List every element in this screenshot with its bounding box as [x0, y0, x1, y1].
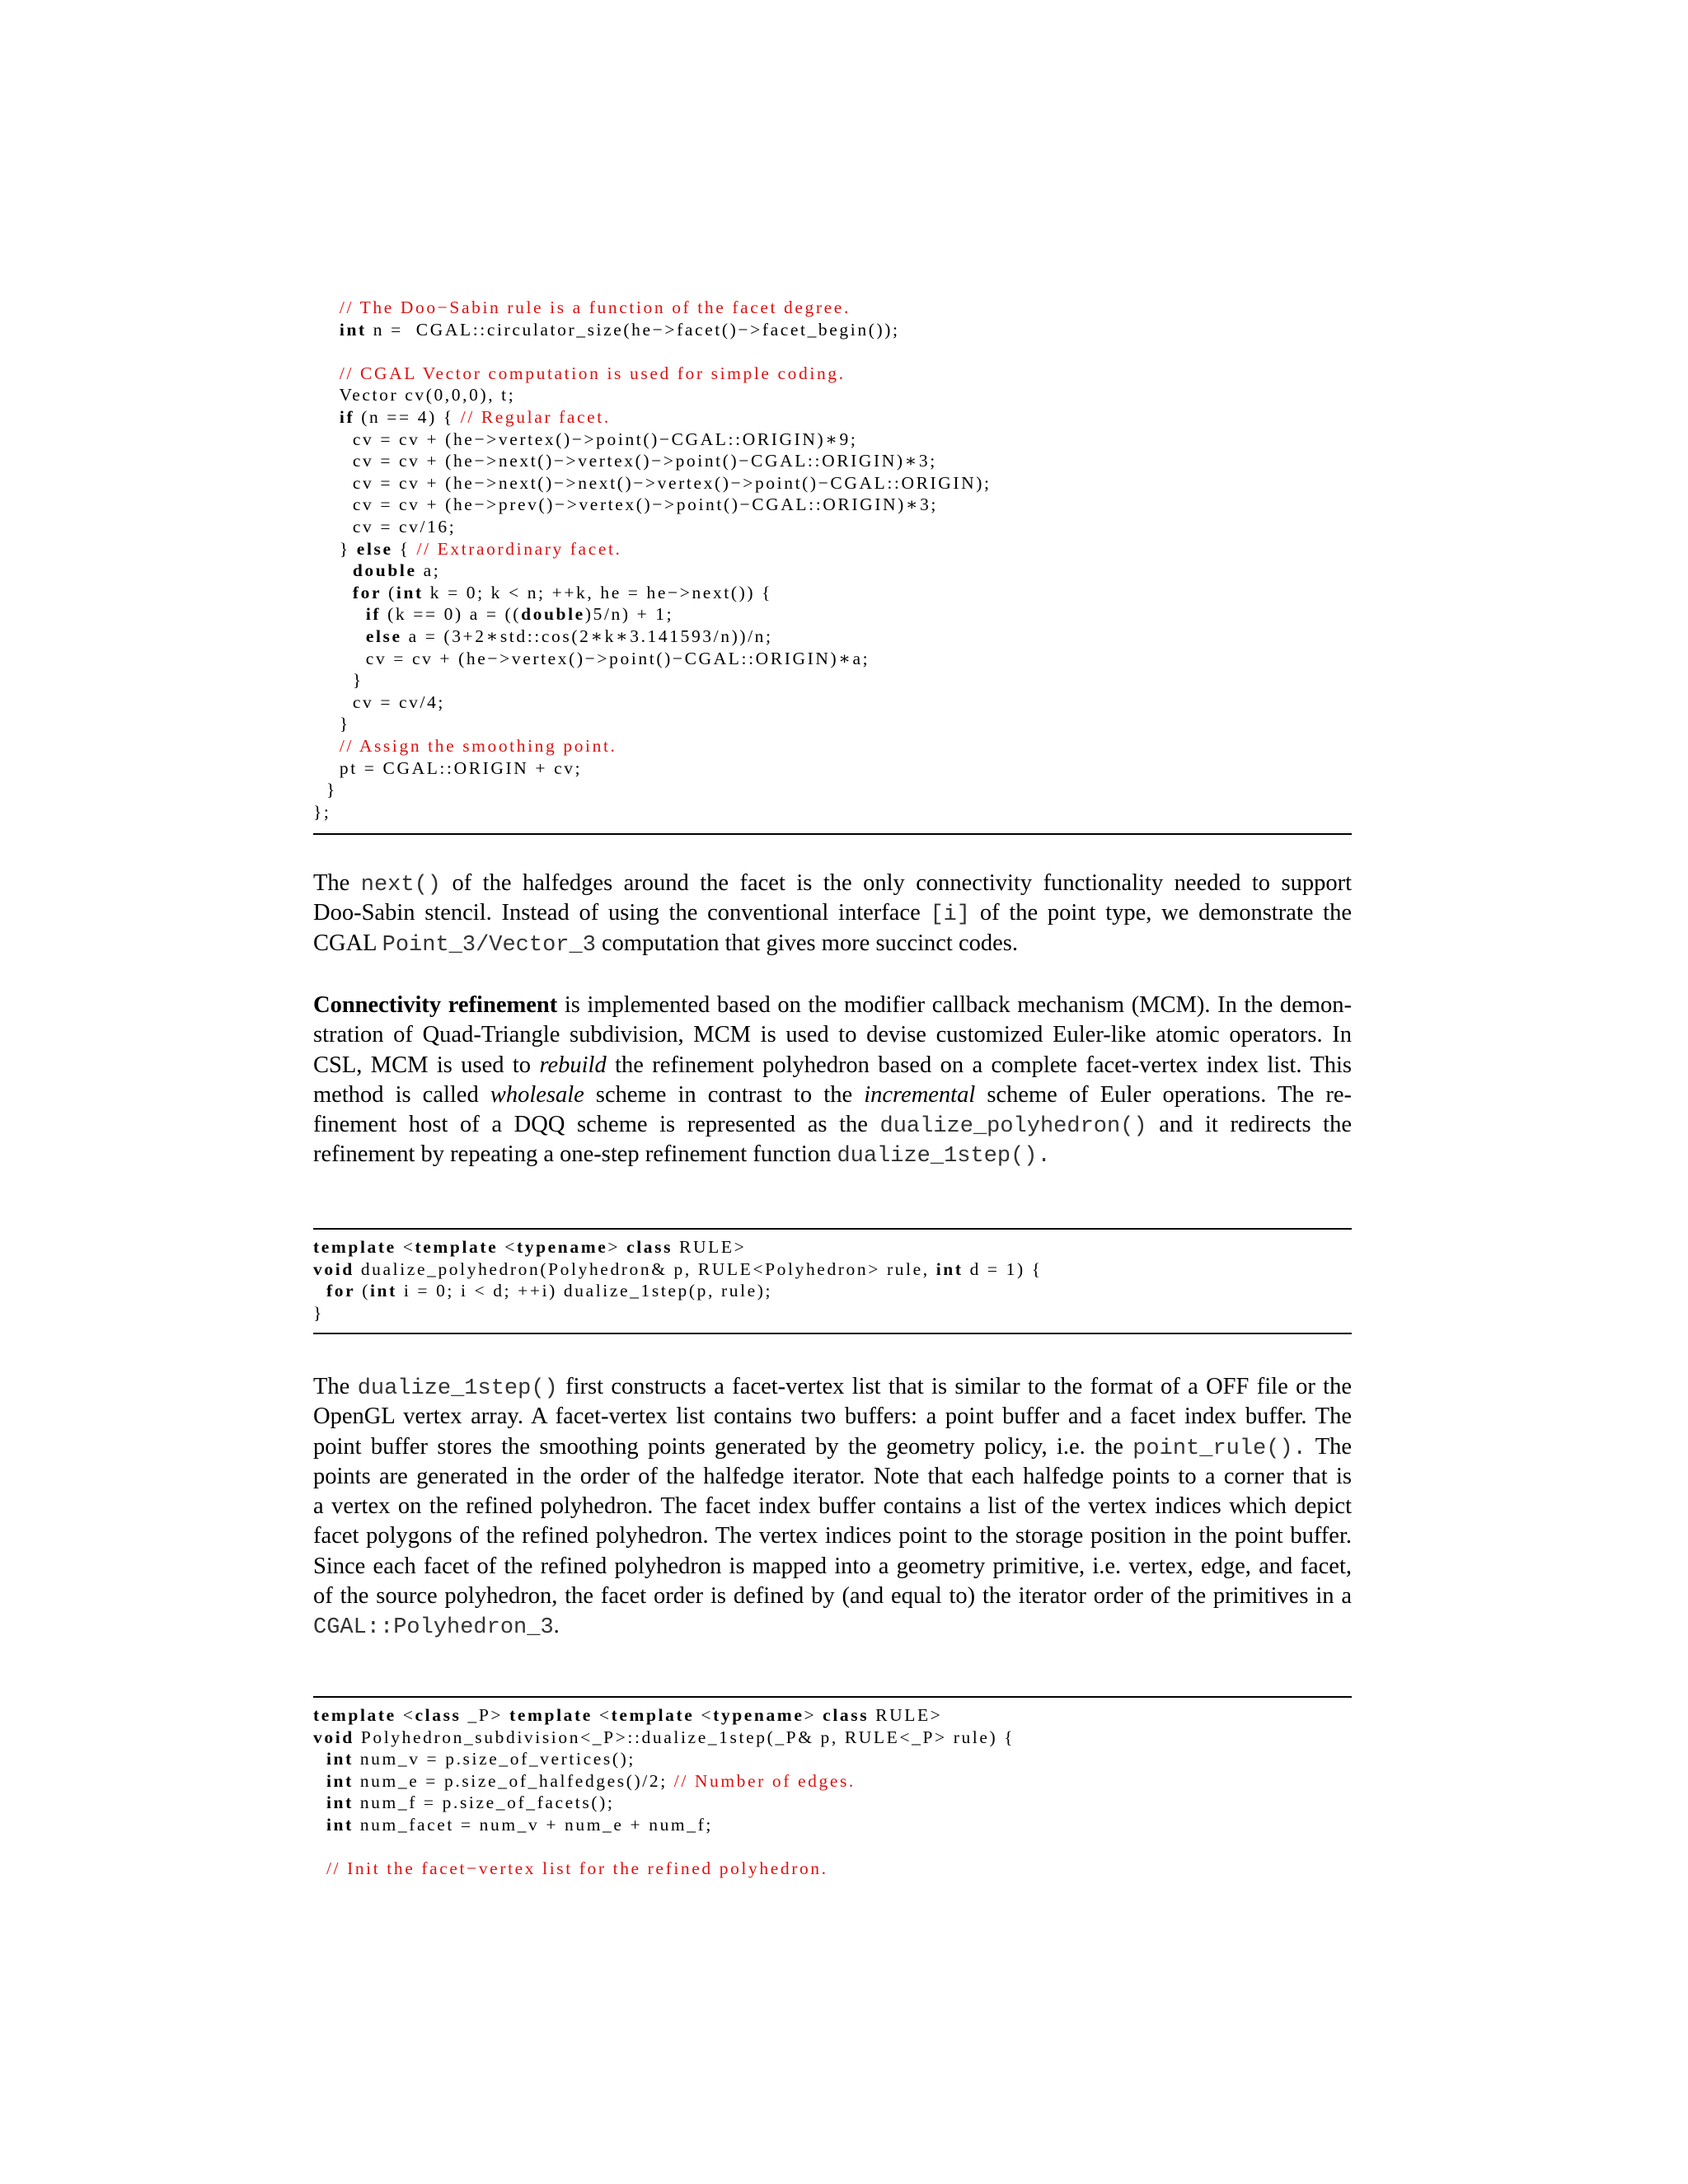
code-block-top-rule: [313, 1696, 1352, 1698]
code-line: [313, 603, 673, 625]
paragraph-connectivity-refinement: [313, 991, 1352, 1170]
text-run: num_facet = num_v + num_e + num_f;: [353, 1815, 713, 1835]
code-keyword: if: [365, 604, 382, 625]
text-run: }: [313, 780, 337, 800]
text-run: a = (3+2∗std::cos(2∗k∗3.141593/n))/n;: [401, 626, 773, 646]
code-keyword: class: [823, 1705, 870, 1725]
code-keyword: template: [509, 1705, 593, 1725]
text-run: >: [607, 1237, 627, 1257]
text-run: <: [694, 1705, 714, 1725]
text-run: cv = cv + (he−>vertex()−>point()−CGAL::ORIGIN)∗a;: [313, 648, 870, 668]
text-line: [313, 869, 1352, 898]
inline-code: CGAL::Polyhedron_3: [313, 1615, 554, 1641]
code-line: [313, 1258, 1043, 1280]
text-line: [313, 991, 1352, 1020]
text-run: <: [498, 1237, 517, 1257]
code-keyword: template: [313, 1237, 396, 1257]
code-line: [313, 1748, 635, 1769]
code-line: [313, 691, 445, 713]
text-run: Doo-Sabin stencil. Instead of using the conventional interface: [313, 900, 931, 926]
code-line: [313, 450, 937, 471]
code-keyword: int: [326, 1793, 354, 1813]
code-keyword: void: [313, 1727, 354, 1747]
code-line: [313, 1858, 828, 1879]
code-line: [313, 538, 622, 560]
text-run: [313, 1815, 326, 1835]
text-run: rebuild: [539, 1052, 607, 1078]
text-run: of the halfedges around the facet is the only connectivity functionality needed to support: [441, 870, 1352, 896]
text-run: [313, 1749, 326, 1769]
code-line: [313, 406, 611, 428]
paragraph-dualize-1step: [313, 1372, 1352, 1642]
code-line: [313, 429, 857, 450]
text-line: [313, 898, 1352, 928]
text-line: [313, 1582, 1352, 1611]
text-run: [313, 1793, 326, 1812]
text-run: [313, 626, 366, 646]
text-run: computation that gives more succinct codes.: [595, 930, 1018, 956]
text-run: num_f = p.size_of_facets();: [353, 1793, 615, 1813]
text-run: The: [1306, 1433, 1353, 1460]
text-line: [313, 1402, 1352, 1432]
text-run: num_v = p.size_of_vertices();: [353, 1749, 635, 1769]
code-keyword: double: [521, 604, 585, 625]
code-keyword: void: [313, 1258, 354, 1279]
code-block-bottom-rule: [313, 833, 1352, 835]
text-run: Since each facet of the refined polyhedron is mapped into a geometry primitive, i.e. vertex, edge, and facet,: [313, 1553, 1352, 1579]
code-comment: // Number of edges.: [673, 1770, 856, 1791]
code-keyword: class: [415, 1705, 462, 1725]
text-run: wholesale: [490, 1081, 584, 1108]
text-line: [313, 1462, 1352, 1492]
code-keyword: int: [369, 1281, 397, 1301]
text-run: The: [313, 1374, 358, 1399]
text-run: (k == 0) a = ((: [381, 604, 522, 625]
text-run: _P>: [461, 1705, 510, 1725]
inline-code: dualize_polyhedron(): [879, 1114, 1147, 1140]
text-line: [313, 1110, 1352, 1140]
code-keyword: else: [356, 538, 393, 559]
code-line: [313, 1727, 1015, 1748]
code-keyword: int: [326, 1770, 354, 1791]
code-keyword: int: [326, 1749, 354, 1769]
text-run: dualize_polyhedron(Polyhedron& p, RULE<Polyhedron> rule,: [354, 1258, 936, 1279]
text-run: [313, 736, 340, 756]
text-run: The: [313, 870, 361, 896]
paragraph-next-connectivity: [313, 869, 1352, 958]
code-keyword: for: [326, 1281, 356, 1301]
inline-code: point_rule().: [1132, 1436, 1306, 1461]
text-run: of the source polyhedron, the facet order is defined by (and equal to) the iterator order of the primitives in a: [313, 1583, 1352, 1610]
text-run: n = CGAL::circulator_size(he−>facet()−>facet_begin());: [366, 319, 900, 340]
code-line: [313, 1280, 772, 1301]
code-line: [313, 1704, 942, 1726]
text-run: cv = cv + (he−>prev()−>vertex()−>point()−CGAL::ORIGIN)∗3;: [313, 494, 938, 515]
text-run: [313, 1858, 326, 1878]
code-line: [313, 626, 773, 647]
code-keyword: if: [339, 407, 355, 427]
code-keyword: int: [326, 1815, 354, 1835]
code-line: [313, 713, 350, 734]
code-line: [313, 319, 900, 340]
code-line: [313, 363, 846, 384]
text-line: [313, 1492, 1352, 1521]
inline-code: dualize_1step().: [837, 1144, 1051, 1169]
code-line: [313, 779, 337, 800]
text-run: }: [313, 714, 350, 734]
text-run: scheme of Euler operations. The re-: [975, 1081, 1352, 1108]
text-run: Connectivity refinement: [313, 992, 558, 1018]
code-line: [313, 1236, 746, 1258]
text-run: refinement by repeating a one-step refinement function: [313, 1141, 837, 1168]
inline-code: next(): [360, 873, 441, 898]
text-run: [313, 560, 353, 580]
text-run: [313, 407, 340, 427]
text-run: [313, 1771, 326, 1791]
text-run: )5/n) + 1;: [584, 604, 674, 625]
text-run: }: [313, 538, 357, 559]
text-line: [313, 929, 1352, 958]
code-comment: // Assign the smoothing point.: [339, 736, 617, 756]
text-run: a vertex on the refined polyhedron. The facet index buffer contains a list of the vertex indices which depict: [313, 1493, 1352, 1520]
text-run: RULE>: [673, 1237, 747, 1257]
code-comment: // The Doo−Sabin rule is a function of the facet degree.: [339, 298, 851, 317]
text-run: OpenGL vertex array. A facet-vertex list contains two buffers: a point buffer and a facet index buffer. The: [313, 1404, 1352, 1430]
code-block-top-rule: [313, 1228, 1352, 1230]
text-run: CSL, MCM is used to: [313, 1052, 540, 1078]
code-line: [313, 648, 870, 669]
text-run: stration of Quad-Triangle subdivision, MCM is used to devise customized Euler-like atomic operators. In: [313, 1022, 1352, 1048]
text-run: .: [553, 1613, 560, 1639]
text-run: i = 0; i < d; ++i) dualize_1step(p, rule);: [396, 1281, 773, 1301]
text-run: [313, 320, 340, 340]
text-line: [313, 1080, 1352, 1110]
code-comment: // CGAL Vector computation is used for simple coding.: [339, 363, 846, 383]
code-comment: // Init the facet−vertex list for the refined polyhedron.: [326, 1858, 828, 1879]
text-run: scheme in contrast to the: [584, 1081, 865, 1108]
text-run: }: [313, 1302, 324, 1323]
text-line: [313, 1552, 1352, 1582]
text-run: {: [392, 538, 417, 559]
text-run: (: [382, 582, 396, 602]
code-keyword: int: [396, 582, 424, 602]
inline-code: [i]: [930, 902, 971, 928]
text-run: and it redirects the: [1146, 1112, 1352, 1138]
text-run: (: [355, 1281, 370, 1301]
code-line: [313, 669, 363, 691]
text-run: }: [313, 670, 363, 691]
text-run: <: [396, 1237, 415, 1257]
code-keyword: double: [352, 560, 417, 581]
code-line: [313, 494, 938, 515]
code-comment: // Extraordinary facet.: [416, 538, 622, 559]
text-run: cv = cv + (he−>next()−>vertex()−>point()−CGAL::ORIGIN)∗3;: [313, 451, 937, 471]
code-keyword: else: [365, 626, 402, 646]
text-run: cv = cv/16;: [313, 517, 457, 537]
text-line: [313, 1372, 1352, 1402]
code-comment: // Regular facet.: [460, 407, 611, 427]
text-run: num_e = p.size_of_halfedges()/2;: [353, 1770, 674, 1791]
text-run: points are generated in the order of the halfedge iterator. Note that each halfedge points to a corner that is: [313, 1463, 1352, 1489]
text-run: the refinement polyhedron based on a complete facet-vertex index list. This: [606, 1052, 1352, 1078]
text-run: Polyhedron_subdivision<_P>::dualize_1step(_P& p, RULE<_P> rule) {: [354, 1727, 1015, 1747]
code-line: [313, 582, 772, 603]
code-line: [313, 384, 515, 405]
code-keyword: typename: [517, 1237, 608, 1257]
code-keyword: template: [415, 1237, 499, 1257]
code-line: [313, 516, 456, 537]
code-keyword: typename: [713, 1705, 804, 1725]
code-block-bottom-rule: [313, 1333, 1352, 1334]
text-run: [313, 298, 340, 317]
text-run: <: [396, 1705, 415, 1725]
text-run: [313, 363, 340, 383]
text-line: [313, 1432, 1352, 1462]
code-keyword: for: [352, 582, 382, 602]
code-line: [313, 1792, 614, 1813]
text-run: point buffer stores the smoothing points generated by the geometry policy, i.e. the: [313, 1433, 1133, 1460]
text-run: cv = cv + (he−>vertex()−>point()−CGAL::ORIGIN)∗9;: [313, 429, 858, 449]
text-line: [313, 1521, 1352, 1551]
text-run: RULE>: [869, 1705, 943, 1725]
text-run: CGAL: [313, 930, 382, 956]
code-keyword: template: [611, 1705, 695, 1725]
text-run: <: [592, 1705, 612, 1725]
code-keyword: int: [935, 1258, 964, 1279]
inline-code: dualize_1step(): [357, 1376, 558, 1401]
text-run: Vector cv(0,0,0), t;: [313, 385, 516, 405]
text-run: a;: [416, 560, 441, 581]
text-run: pt = CGAL::ORIGIN + cv;: [313, 757, 583, 778]
text-run: >: [804, 1705, 823, 1725]
code-line: [313, 472, 992, 494]
code-line: [313, 560, 440, 581]
text-run: method is called: [313, 1081, 490, 1108]
text-line: [313, 1020, 1352, 1050]
code-line: [313, 801, 331, 823]
text-run: [313, 1281, 326, 1301]
text-line: [313, 1611, 1352, 1641]
text-run: (n == 4) {: [354, 407, 461, 427]
text-run: finement host of a DQQ scheme is represented as the: [313, 1112, 880, 1138]
text-run: cv = cv/4;: [313, 691, 446, 712]
text-run: first constructs a facet-vertex list that is similar to the format of a OFF file or the: [557, 1374, 1352, 1399]
text-run: [313, 604, 366, 624]
text-line: [313, 1051, 1352, 1080]
text-run: [313, 583, 353, 602]
code-line: [313, 297, 851, 318]
inline-code: Point_3/Vector_3: [382, 932, 596, 958]
text-run: cv = cv + (he−>next()−>next()−>vertex()−>point()−CGAL::ORIGIN);: [313, 472, 992, 493]
code-line: [313, 735, 617, 757]
text-run: of the point type, we demonstrate the: [970, 900, 1352, 926]
code-line: [313, 1302, 324, 1324]
text-run: };: [313, 801, 331, 822]
text-line: [313, 1140, 1352, 1169]
text-run: facet polygons of the refined polyhedron. The vertex indices point to the storage position in the point buffer.: [313, 1523, 1352, 1549]
text-run: is implemented based on the modifier callback mechanism (MCM). In the demon-: [557, 992, 1352, 1018]
code-keyword: template: [313, 1705, 396, 1725]
code-line: [313, 1814, 713, 1835]
code-keyword: class: [626, 1237, 673, 1257]
code-line: [313, 1770, 856, 1792]
text-run: incremental: [864, 1081, 976, 1108]
code-keyword: int: [339, 319, 367, 340]
text-run: k = 0; k < n; ++k, he = he−>next()) {: [423, 582, 773, 602]
text-run: d = 1) {: [963, 1258, 1043, 1279]
code-line: [313, 757, 582, 779]
